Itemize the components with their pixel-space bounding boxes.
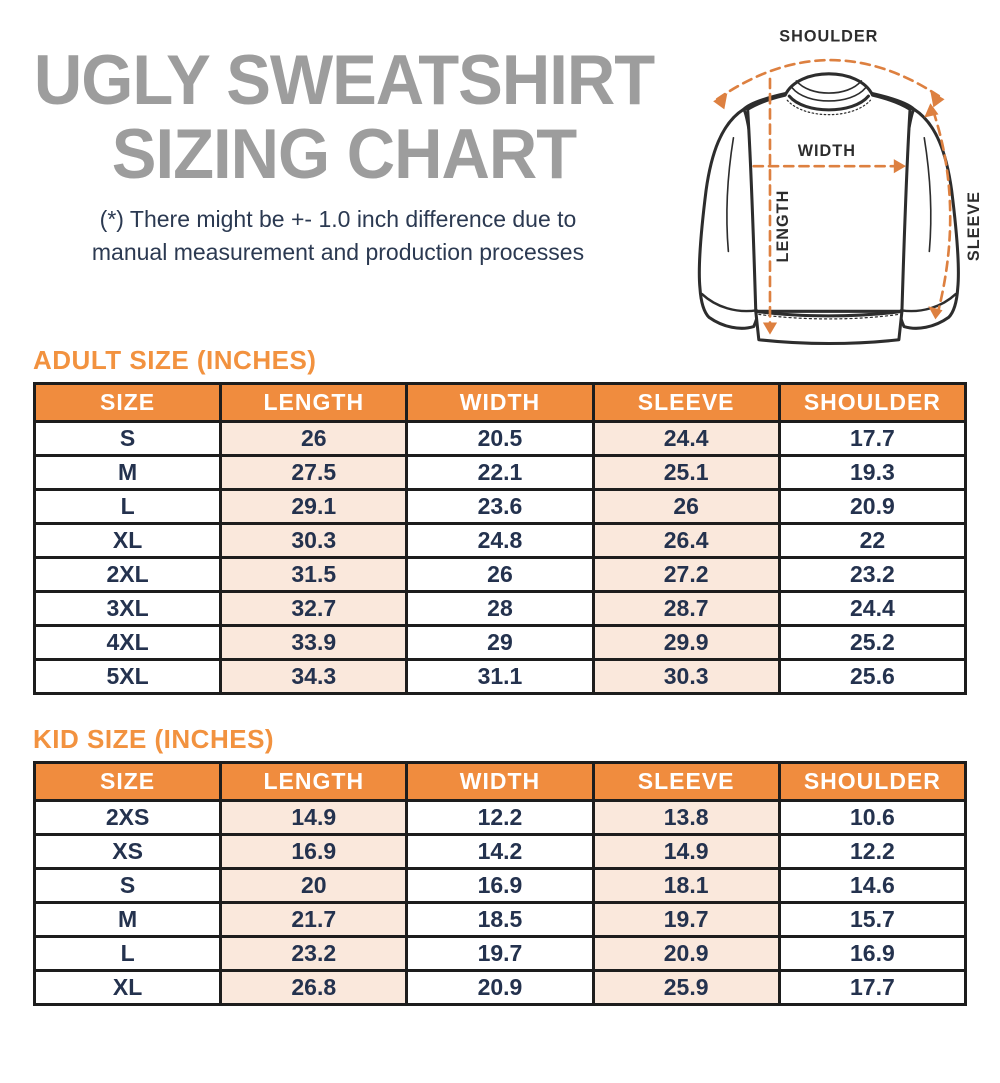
value-cell: 14.2 — [407, 835, 593, 869]
length-label: LENGTH — [774, 189, 793, 263]
table-row — [35, 524, 966, 558]
value-cell: 12.2 — [407, 801, 593, 835]
disclaimer-line-1: (*) There might be +- 1.0 inch difference due to — [99, 206, 577, 232]
value-cell: 29 — [407, 626, 593, 660]
value-cell: 24.8 — [407, 524, 593, 558]
size-cell: 3XL — [35, 592, 221, 626]
width-label: WIDTH — [797, 142, 856, 161]
size-cell: S — [35, 422, 221, 456]
value-cell: 10.6 — [779, 801, 965, 835]
value-cell: 29.9 — [593, 626, 779, 660]
column-header-shoulder: SHOULDER — [779, 384, 965, 422]
value-cell: 14.9 — [221, 801, 407, 835]
size-cell: XL — [35, 971, 221, 1005]
value-cell: 23.6 — [407, 490, 593, 524]
value-cell: 23.2 — [779, 558, 965, 592]
table-row — [35, 422, 966, 456]
value-cell: 25.1 — [593, 456, 779, 490]
value-cell: 28.7 — [593, 592, 779, 626]
adult-size-table-wrap — [33, 382, 967, 695]
size-cell: 2XL — [35, 558, 221, 592]
size-cell: L — [35, 937, 221, 971]
value-cell: 34.3 — [221, 660, 407, 694]
size-cell: S — [35, 869, 221, 903]
table-row — [35, 835, 966, 869]
column-header-width: WIDTH — [407, 763, 593, 801]
table-header-row — [35, 384, 966, 422]
value-cell: 20.5 — [407, 422, 593, 456]
value-cell: 26 — [593, 490, 779, 524]
table-row — [35, 660, 966, 694]
value-cell: 19.3 — [779, 456, 965, 490]
table-row — [35, 456, 966, 490]
value-cell: 29.1 — [221, 490, 407, 524]
value-cell: 21.7 — [221, 903, 407, 937]
table-row — [35, 592, 966, 626]
disclaimer-text — [8, 203, 668, 269]
column-header-length: LENGTH — [221, 384, 407, 422]
sleeve-label: SLEEVE — [965, 191, 984, 262]
value-cell: 20.9 — [593, 937, 779, 971]
value-cell: 26 — [407, 558, 593, 592]
value-cell: 22 — [779, 524, 965, 558]
column-header-size: SIZE — [35, 763, 221, 801]
value-cell: 31.5 — [221, 558, 407, 592]
value-cell: 24.4 — [593, 422, 779, 456]
size-cell: XS — [35, 835, 221, 869]
size-cell: 5XL — [35, 660, 221, 694]
value-cell: 20.9 — [779, 490, 965, 524]
value-cell: 12.2 — [779, 835, 965, 869]
value-cell: 28 — [407, 592, 593, 626]
value-cell: 19.7 — [593, 903, 779, 937]
page-title — [8, 41, 680, 194]
table-row — [35, 903, 966, 937]
value-cell: 30.3 — [593, 660, 779, 694]
value-cell: 33.9 — [221, 626, 407, 660]
title-line-2: SIZING CHART — [111, 115, 577, 194]
column-header-sleeve: SLEEVE — [593, 763, 779, 801]
value-cell: 19.7 — [407, 937, 593, 971]
title-line-1: UGLY SWEATSHIRT — [33, 41, 655, 120]
column-header-shoulder: SHOULDER — [779, 763, 965, 801]
value-cell: 31.1 — [407, 660, 593, 694]
value-cell: 18.1 — [593, 869, 779, 903]
value-cell: 16.9 — [221, 835, 407, 869]
table-row — [35, 558, 966, 592]
kid-section-heading: KID SIZE (INCHES) — [33, 724, 275, 754]
size-cell: 2XS — [35, 801, 221, 835]
value-cell: 25.2 — [779, 626, 965, 660]
value-cell: 32.7 — [221, 592, 407, 626]
value-cell: 26.8 — [221, 971, 407, 1005]
size-cell: M — [35, 903, 221, 937]
table-row — [35, 490, 966, 524]
value-cell: 20 — [221, 869, 407, 903]
shoulder-label: SHOULDER — [779, 27, 879, 46]
value-cell: 15.7 — [779, 903, 965, 937]
value-cell: 17.7 — [779, 971, 965, 1005]
column-header-size: SIZE — [35, 384, 221, 422]
table-row — [35, 869, 966, 903]
value-cell: 27.5 — [221, 456, 407, 490]
size-cell: M — [35, 456, 221, 490]
value-cell: 27.2 — [593, 558, 779, 592]
table-row — [35, 937, 966, 971]
table-header-row — [35, 763, 966, 801]
column-header-width: WIDTH — [407, 384, 593, 422]
value-cell: 25.9 — [593, 971, 779, 1005]
value-cell: 17.7 — [779, 422, 965, 456]
size-cell: L — [35, 490, 221, 524]
column-header-length: LENGTH — [221, 763, 407, 801]
value-cell: 14.6 — [779, 869, 965, 903]
size-cell: 4XL — [35, 626, 221, 660]
disclaimer-line-2: manual measurement and production processes — [91, 239, 585, 265]
value-cell: 26.4 — [593, 524, 779, 558]
sweatshirt-diagram — [686, 18, 992, 358]
size-cell: XL — [35, 524, 221, 558]
table-row — [35, 971, 966, 1005]
value-cell: 23.2 — [221, 937, 407, 971]
value-cell: 13.8 — [593, 801, 779, 835]
column-header-sleeve: SLEEVE — [593, 384, 779, 422]
value-cell: 18.5 — [407, 903, 593, 937]
value-cell: 25.6 — [779, 660, 965, 694]
value-cell: 16.9 — [779, 937, 965, 971]
table-row — [35, 626, 966, 660]
value-cell: 30.3 — [221, 524, 407, 558]
kid-size-table-wrap — [33, 761, 967, 1006]
value-cell: 14.9 — [593, 835, 779, 869]
value-cell: 20.9 — [407, 971, 593, 1005]
adult-size-table — [33, 382, 967, 695]
value-cell: 16.9 — [407, 869, 593, 903]
table-row — [35, 801, 966, 835]
adult-section-heading: ADULT SIZE (INCHES) — [33, 345, 317, 375]
value-cell: 22.1 — [407, 456, 593, 490]
value-cell: 24.4 — [779, 592, 965, 626]
kid-size-table — [33, 761, 967, 1006]
value-cell: 26 — [221, 422, 407, 456]
